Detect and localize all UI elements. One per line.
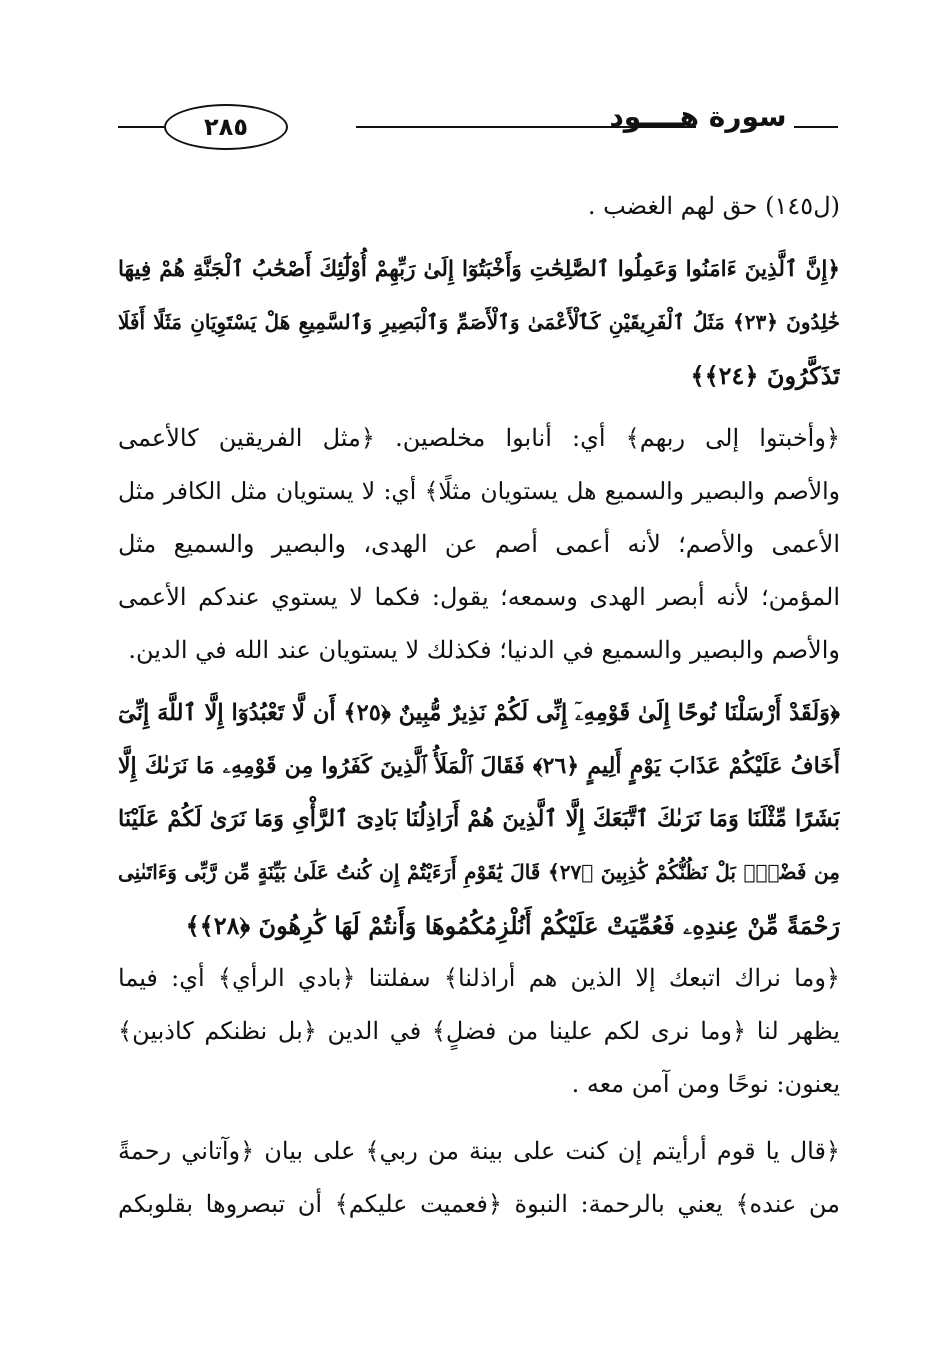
verse-line: بَشَرًا مِّثْلَنَا وَمَا نَرَىٰكَ ٱتَّبَعَكَ إِلَّا ٱلَّذِينَ هُمْ أَرَاذِلُنَا بَادِىَ ٱلرَّأْىِ وَمَا نَرَىٰ لَكُمْ عَلَيْنَا	[118, 806, 840, 832]
verse-line: رَحْمَةً مِّنْ عِندِهِۦ فَعُمِّيَتْ عَلَيْكُمْ أَنُلْزِمُكُمُوهَا وَأَنتُمْ لَهَا كَٰرِهُونَ ﴿٢٨﴾﴾	[185, 911, 840, 940]
page-number: ٢٨٥	[164, 104, 288, 150]
text-line: الأعمى والأصم؛ لأنه أعمى أصم عن الهدى، والبصير والسميع مثل	[118, 530, 840, 558]
commentary-paragraph	[118, 180, 840, 233]
verse-line: مِن فَضْلٍۭ بَلْ نَظُنُّكُمْ كَٰذِبِينَ ﴿٢٧﴾ قَالَ يَٰقَوْمِ أَرَءَيْتُمْ إِن كُنتُ عَلَىٰ بَيِّنَةٍ مِّن رَّبِّى وَءَاتَىٰنِى	[118, 860, 840, 884]
page-body	[118, 180, 840, 1231]
verse-line: ﴿إِنَّ ٱلَّذِينَ ءَامَنُوا وَعَمِلُوا ٱلصَّٰلِحَٰتِ وَأَخْبَتُوٓا إِلَىٰ رَبِّهِمْ أُوْلَٰٓئِكَ أَصْحَٰبُ ٱلْجَنَّةِ هُمْ فِيهَا	[118, 257, 840, 282]
commentary-paragraph	[118, 1125, 840, 1231]
text-line: يظهر لنا ﴿وما نرى لكم علينا من فضلٍ﴾ في الدين ﴿بل نظنكم كاذبين﴾	[118, 1017, 840, 1045]
text-line: ﴿قال يا قوم أرأيتم إن كنت على بينة من ربي﴾ على بيان ﴿وآتاني رحمةً	[118, 1137, 840, 1165]
page-header	[118, 92, 838, 162]
text-line: والأصم والبصير والسميع هل يستويان مثلًا﴾ أي: لا يستويان مثل الكافر مثل	[118, 477, 840, 505]
header-rule-right	[794, 126, 838, 128]
verse-line: أَخَافُ عَلَيْكُمْ عَذَابَ يَوْمٍ أَلِيمٍ ﴿٢٦﴾ فَقَالَ ٱلْمَلَأُ ٱلَّذِينَ كَفَرُوا مِن قَوْمِهِۦ مَا نَرَىٰكَ إِلَّا	[118, 753, 840, 779]
quran-verses	[118, 243, 840, 402]
text-line: من عنده﴾ يعني بالرحمة: النبوة ﴿فعميت عليكم﴾ أن تبصروها بقلوبكم	[118, 1190, 840, 1218]
text-line: ﴿وأخبتوا إلى ربهم﴾ أي: أنابوا مخلصين. ﴿مثل الفريقين كالأعمى	[118, 424, 840, 452]
verse-line: تَذَكَّرُونَ ﴿٢٤﴾﴾	[690, 361, 840, 390]
text-line: ﴿وما نراك اتبعك إلا الذين هم أراذلنا﴾ سفلتنا ﴿بادي الرأي﴾ أي: فيما	[118, 964, 840, 992]
header-rule-left	[118, 126, 164, 128]
text-line: والأصم والبصير والسميع في الدنيا؛ فكذلك لا يستويان عند الله في الدين.	[128, 636, 840, 664]
commentary-paragraph	[118, 412, 840, 677]
quran-verses	[118, 687, 840, 952]
surah-title: سورة هــــود	[609, 100, 787, 133]
verse-line: خَٰلِدُونَ ﴿٢٣﴾ مَثَلُ ٱلْفَرِيقَيْنِ كَٱلْأَعْمَىٰ وَٱلْأَصَمِّ وَٱلْبَصِيرِ وَٱلسَّمِيعِ هَلْ يَسْتَوِيَانِ مَثَلًا أَفَلَا	[118, 310, 840, 334]
text-line: (ل١٤٥) حق لهم الغضب .	[587, 192, 840, 220]
commentary-paragraph	[118, 952, 840, 1111]
text-line: المؤمن؛ لأنه أبصر الهدى وسمعه؛ يقول: فكما لا يستوي عندكم الأعمى	[118, 583, 840, 611]
verse-line: ﴿وَلَقَدْ أَرْسَلْنَا نُوحًا إِلَىٰ قَوْمِهِۦٓ إِنِّى لَكُمْ نَذِيرٌ مُّبِينٌ ﴿٢٥﴾ أَن لَّا تَعْبُدُوٓا إِلَّا ٱللَّهَ إِنِّىٓ	[118, 700, 840, 726]
text-line: يعنون: نوحًا ومن آمن معه .	[571, 1070, 840, 1098]
